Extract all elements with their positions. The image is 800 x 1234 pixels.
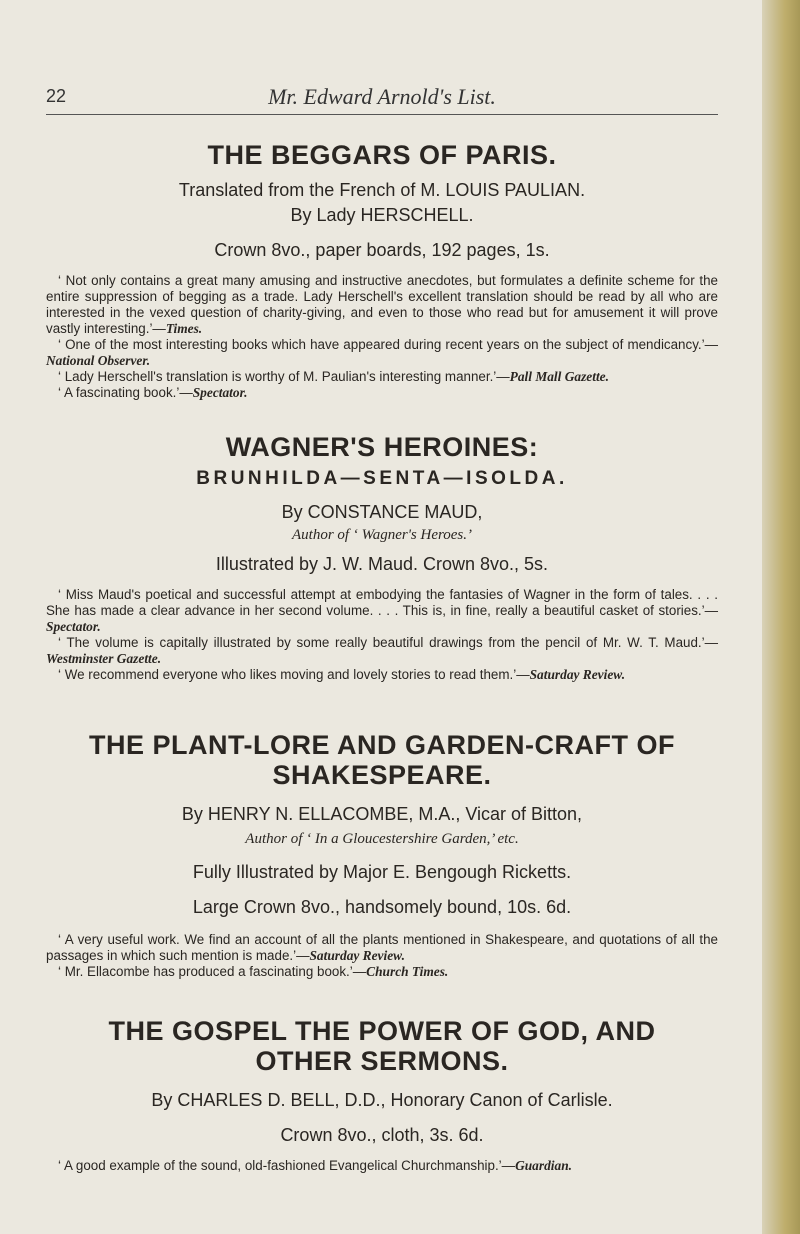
book-details: Crown 8vo., cloth, 3s. 6d. bbox=[280, 1125, 484, 1145]
review-source: Times. bbox=[165, 321, 203, 336]
review-list bbox=[46, 587, 718, 683]
review-source: National Observer. bbox=[46, 353, 151, 368]
author-note: Author of ‘ Wagner's Heroes.’ bbox=[292, 527, 472, 543]
review-list bbox=[46, 1158, 718, 1174]
author-note: Author of ‘ In a Gloucestershire Garden,’ etc. bbox=[245, 831, 519, 847]
running-head: Mr. Edward Arnold's List. bbox=[268, 84, 496, 109]
page-number: 22 bbox=[46, 86, 67, 106]
review-source: Pall Mall Gazette. bbox=[509, 369, 609, 384]
book-entry-wagners-heroines bbox=[46, 432, 718, 683]
book-details: Crown 8vo., paper boards, 192 pages, 1s. bbox=[214, 240, 550, 260]
review-source: Westminster Gazette. bbox=[46, 651, 162, 666]
review-quote: ‘ A very useful work. We find an account of all the plants mentioned in Shakespeare, and quotations of all the passages in which such mention is made.’—Saturday Review. bbox=[46, 932, 718, 963]
review-source: Spectator. bbox=[192, 385, 248, 400]
review-source: Spectator. bbox=[46, 619, 101, 634]
review-list bbox=[46, 273, 718, 401]
book-author: By CHARLES D. BELL, D.D., Honorary Canon of Carlisle. bbox=[151, 1090, 613, 1110]
review-source: Church Times. bbox=[366, 964, 449, 979]
book-entry-beggars-of-paris bbox=[46, 130, 718, 401]
review-quote: ‘ The volume is capitally illustrated by some really beautiful drawings from the pencil of Mr. W. T. Maud.’—Westminster Gazette. bbox=[46, 635, 718, 666]
review-quote: ‘ We recommend everyone who likes moving and lovely stories to read them.’—Saturday Review. bbox=[58, 667, 626, 682]
book-details: Illustrated by J. W. Maud. Crown 8vo., 5s. bbox=[215, 554, 549, 574]
book-title: THE PLANT-LORE AND GARDEN-CRAFT OF SHAKESPEARE. bbox=[89, 730, 675, 790]
book-entry-gospel-power bbox=[46, 1016, 718, 1174]
review-source: Guardian. bbox=[515, 1158, 572, 1173]
page-header bbox=[46, 86, 718, 116]
header-rule bbox=[46, 114, 718, 115]
book-author: By CONSTANCE MAUD, bbox=[281, 502, 483, 522]
review-quote: ‘ A good example of the sound, old-fashioned Evangelical Churchmanship.’—Guardian. bbox=[58, 1158, 572, 1173]
page-edge bbox=[762, 0, 800, 1234]
review-quote: ‘ Miss Maud's poetical and successful attempt at embodying the fantasies of Wagner in the form of tales. . . . She has made a clear advance in her second volume. . . . This is, in fine, really a beautiful casket of stories.’—Spectator. bbox=[46, 587, 718, 634]
illustrator-line: Fully Illustrated by Major E. Bengough Ricketts. bbox=[192, 862, 572, 882]
book-title: WAGNER'S HEROINES: bbox=[225, 432, 539, 462]
book-title: THE GOSPEL THE POWER OF GOD, AND OTHER SERMONS. bbox=[108, 1016, 656, 1076]
book-author: By HENRY N. ELLACOMBE, M.A., Vicar of Bitton, bbox=[181, 804, 583, 824]
book-subtitle: BRUNHILDA—SENTA—ISOLDA. bbox=[196, 468, 568, 489]
review-quote: ‘ A fascinating book.’—Spectator. bbox=[58, 385, 248, 400]
review-list bbox=[46, 932, 718, 980]
book-author: By Lady HERSCHELL. bbox=[290, 205, 474, 225]
book-title: THE BEGGARS OF PARIS. bbox=[207, 140, 557, 170]
review-quote: ‘ One of the most interesting books which have appeared during recent years on the subject of mendicancy.’—National Observer. bbox=[46, 337, 718, 368]
review-source: Saturday Review. bbox=[529, 667, 626, 682]
review-source: Saturday Review. bbox=[309, 948, 405, 963]
book-details: Large Crown 8vo., handsomely bound, 10s. 6d. bbox=[192, 897, 572, 917]
book-entry-plant-lore bbox=[46, 730, 718, 980]
translation-note: Translated from the French of M. LOUIS PAULIAN. bbox=[178, 180, 586, 200]
review-quote: ‘ Mr. Ellacombe has produced a fascinating book.’—Church Times. bbox=[58, 964, 449, 979]
review-quote: ‘ Not only contains a great many amusing and instructive anecdotes, but formulates a definite scheme for the entire suppression of begging as a trade. Lady Herschell's excellent translation should be read by all who are interested in the vexed question of charity-giving, and even to those who read but for amusement it will prove vastly interesting.’—Times. bbox=[46, 273, 718, 336]
review-quote: ‘ Lady Herschell's translation is worthy of M. Paulian's interesting manner.’—Pall Mall Gazette. bbox=[58, 369, 609, 384]
